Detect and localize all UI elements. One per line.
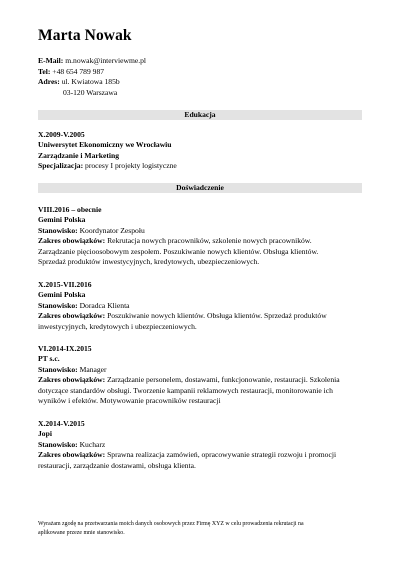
job-duties bbox=[38, 450, 362, 471]
job-duties bbox=[38, 375, 362, 406]
consent-line: Wyrażam zgodę na przetwarzania moich danych osobowych przez Firmę XYZ w celu prowadzenia rekrutacji na bbox=[38, 521, 304, 527]
duties-label: Zakres obowiązków: bbox=[38, 450, 106, 460]
address-line2: 03-120 Warszawa bbox=[63, 87, 118, 97]
contact-block bbox=[38, 56, 146, 98]
consent-line: aplikowane przeze mnie stanowisko. bbox=[38, 529, 125, 536]
email-row bbox=[38, 56, 146, 67]
job-position bbox=[38, 301, 362, 311]
position-label: Stanowisko: bbox=[38, 439, 78, 449]
duties-line: Zarządzanie pięcioosobowym zespołem. Poszukiwanie nowych klientów. Obsługa klientów. bbox=[38, 246, 319, 256]
job-entry-2 bbox=[38, 280, 362, 332]
address-row bbox=[38, 77, 146, 88]
position-label: Stanowisko: bbox=[38, 225, 78, 235]
position-label: Stanowisko: bbox=[38, 300, 78, 310]
education-dates: X.2009-V.2005 bbox=[38, 130, 85, 139]
education-field: Zarządzanie i Marketing bbox=[38, 150, 119, 160]
job-dates: X.2015-VII.2016 bbox=[38, 280, 92, 289]
duties-line: wyników i efektów. Motywowanie pracowników restauracji bbox=[38, 396, 221, 406]
job-entry-1 bbox=[38, 205, 362, 267]
position-value: Koordynator Zespołu bbox=[79, 225, 145, 235]
education-specialization bbox=[38, 161, 362, 171]
duties-line: Poszukiwanie nowych klientów. Obsługa klientów. Sprzedaż produktów bbox=[107, 311, 327, 321]
job-company: Gemini Polska bbox=[38, 215, 86, 225]
job-position bbox=[38, 365, 362, 375]
job-company: PT s.c. bbox=[38, 354, 60, 364]
address-label: Adres: bbox=[38, 77, 60, 87]
job-duties bbox=[38, 236, 362, 267]
position-label: Stanowisko: bbox=[38, 364, 78, 374]
job-position bbox=[38, 226, 362, 236]
duties-line: Zarządzanie personelem, dostawami, funkcjonowanie, restauracji. Szkolenia bbox=[107, 375, 340, 385]
duties-line: Sprawna realizacja zamówień, opracowywanie strategii rozwoju i promocji bbox=[107, 450, 337, 460]
duties-line: Rekrutacja nowych pracowników, szkolenie nowych pracowników. bbox=[107, 236, 312, 246]
job-dates: X.2014-V.2015 bbox=[38, 419, 85, 428]
job-entry-4 bbox=[38, 419, 362, 471]
duties-line: Sprzedaż produktów inwestycyjnych, kredytowych, ubezpieczeniowych. bbox=[38, 257, 260, 267]
duties-line: restauracji, zarządzanie dostawami, obsługa klienta. bbox=[38, 460, 196, 470]
specialization-label: Specjalizacja: bbox=[38, 161, 84, 171]
job-position bbox=[38, 440, 362, 450]
candidate-name: Marta Nowak bbox=[38, 27, 132, 44]
job-duties bbox=[38, 311, 362, 332]
email-value: m.nowak@interviewme.pl bbox=[65, 56, 147, 65]
job-dates: VIII.2016 – obecnie bbox=[38, 205, 102, 214]
job-entry-3 bbox=[38, 344, 362, 406]
position-value: Doradca Klienta bbox=[79, 300, 130, 310]
duties-line: dotyczące standardów obsługi. Tworzenie kampanii reklamowych restauracji, monitorowanie ich bbox=[38, 385, 333, 395]
education-entry bbox=[38, 130, 362, 172]
duties-label: Zakres obowiązków: bbox=[38, 375, 106, 385]
position-value: Kucharz bbox=[79, 439, 106, 449]
education-school: Uniwersytet Ekonomiczny we Wrocławiu bbox=[38, 140, 172, 150]
experience-heading: Doświadczenie bbox=[38, 183, 362, 193]
gdpr-consent-clause bbox=[38, 520, 358, 538]
position-value: Manager bbox=[79, 364, 107, 374]
address-line1: ul. Kwiatowa 185b bbox=[61, 77, 120, 87]
specialization-value: procesy I projekty logistyczne bbox=[85, 161, 177, 171]
tel-label: Tel: bbox=[38, 66, 51, 76]
tel-row bbox=[38, 67, 146, 78]
education-heading: Edukacja bbox=[38, 110, 362, 120]
duties-label: Zakres obowiązków: bbox=[38, 236, 106, 246]
duties-label: Zakres obowiązków: bbox=[38, 311, 106, 321]
duties-line: inwestycyjnych, kredytowych i ubezpieczeniowych. bbox=[38, 321, 197, 331]
job-company: Jopi bbox=[38, 429, 52, 439]
email-label: E-Mail: bbox=[38, 56, 64, 65]
job-company: Gemini Polska bbox=[38, 290, 86, 300]
tel-value: +48 654 789 987 bbox=[52, 66, 105, 76]
job-dates: VI.2014-IX.2015 bbox=[38, 344, 92, 353]
